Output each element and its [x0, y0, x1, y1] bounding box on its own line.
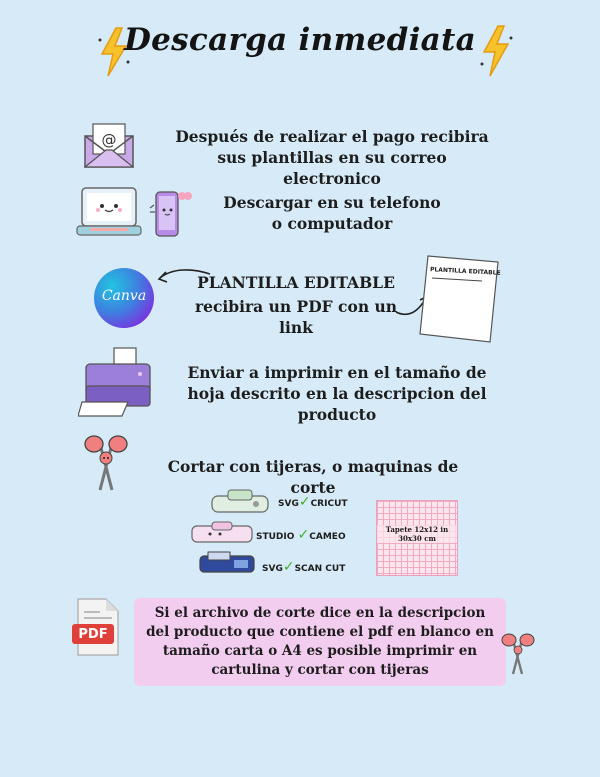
check-icon: ✓: [298, 494, 311, 510]
pdf-icon: [72, 598, 120, 656]
printer-icon: [78, 346, 158, 422]
step-email-text: Después de realizar el pago recibira sus plantillas en su correo electronico: [175, 127, 489, 188]
step-editable-title: PLANTILLA EDITABLE: [197, 273, 395, 292]
pdf-note: Si el archivo de corte dice en la descripcion del producto que contiene el pdf en blanco en tamaño carta o A4 es posible imprimir en cartulina y cortar con tijeras: [134, 598, 506, 686]
page-title: Descarga inmediata: [123, 22, 477, 58]
step-print-text: Enviar a imprimir en el tamaño de hoja descrito en la descripcion del producto: [187, 363, 487, 424]
machine-row-2: STUDIO ✓CAMEO: [256, 527, 346, 543]
canva-logo: [94, 268, 154, 328]
cutting-machine-icon-scancut: [198, 550, 256, 580]
laptop-icon: [76, 186, 142, 242]
machine-row-3: SVG✓SCAN CUT: [262, 559, 346, 575]
step-device-text: Descargar en su telefono o computador: [223, 193, 441, 233]
check-icon: ✓: [297, 527, 310, 543]
canva-logo-text: Canva: [101, 288, 147, 304]
pdf-icon-label: PDF: [78, 627, 108, 642]
cutting-mat-icon: [376, 500, 458, 576]
paper-icon: [418, 254, 500, 348]
cutting-machine-icon-cricut: [210, 488, 272, 520]
scissors-icon: [82, 434, 130, 498]
step-cut-text: Cortar con tijeras, o maquinas de corte: [167, 457, 459, 497]
paper-label: PLANTILLA EDITABLE: [429, 266, 501, 277]
cutting-machine-icon-cameo: [190, 518, 254, 552]
cutting-mat-label: Tapete 12x12 in 30x30 cm: [377, 525, 457, 543]
machine-row-1: SVG✓CRICUT: [278, 494, 348, 510]
step-editable-text: recibira un PDF con un link: [194, 297, 398, 337]
check-icon: ✓: [282, 559, 295, 575]
lightning-icon-right: [478, 24, 514, 82]
svg-text:@: @: [101, 131, 117, 149]
scissors-icon-small: [500, 632, 536, 680]
phone-icon: [148, 186, 194, 244]
email-icon: [84, 122, 134, 172]
